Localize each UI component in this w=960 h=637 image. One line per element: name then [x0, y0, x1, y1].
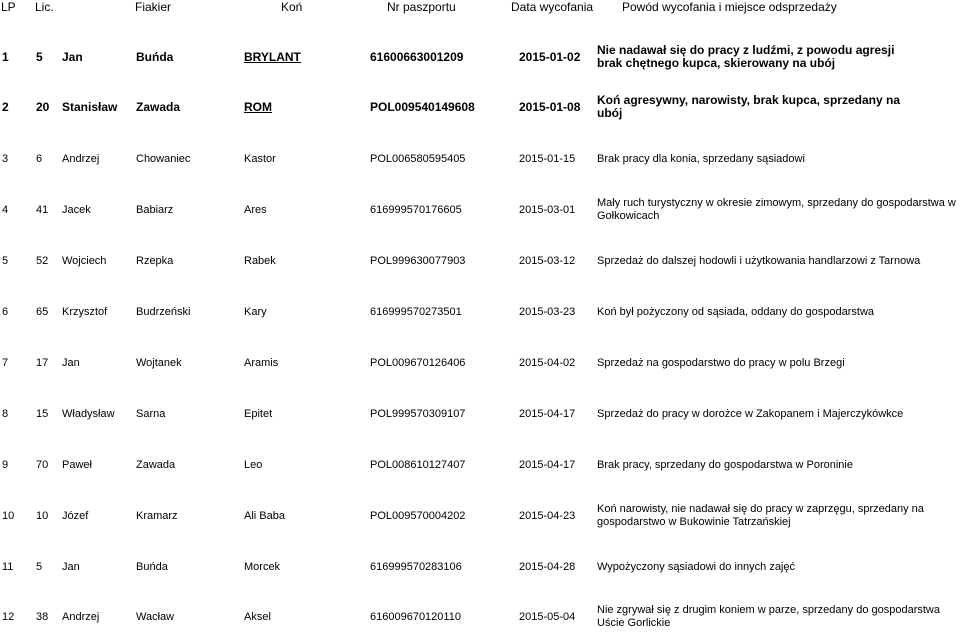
- cell-powod: Sprzedaż do dalszej hodowli i użytkowania handlarzowi z Tarnowa: [597, 254, 921, 267]
- cell-nazwisko: Chowaniec: [136, 152, 191, 165]
- table-row: [0, 496, 960, 536]
- cell-powod: Nie nadawał się do pracy z ludźmi, z powodu agresji brak chętnego kupca, skierowany na ubój: [597, 43, 895, 70]
- table-row: [0, 292, 960, 332]
- cell-lp: 12: [2, 610, 15, 623]
- cell-nazwisko: Wojtanek: [136, 356, 182, 369]
- cell-data: 2015-03-01: [519, 203, 576, 216]
- cell-lic: 41: [36, 203, 49, 216]
- cell-lp: 5: [2, 254, 9, 267]
- cell-lic: 38: [36, 610, 49, 623]
- cell-paszport: 616999570283106: [370, 560, 462, 573]
- cell-kon: Aksel: [244, 610, 271, 623]
- table-header: [0, 0, 960, 14]
- cell-lp: 7: [2, 356, 9, 369]
- header-powod: Powód wycofania i miejsce odsprzedaży: [622, 0, 837, 14]
- header-lic: Lic.: [35, 0, 54, 14]
- cell-lic: 15: [36, 407, 49, 420]
- cell-nazwisko: Buńda: [136, 49, 174, 64]
- cell-paszport: 61600663001209: [370, 49, 464, 64]
- cell-data: 2015-01-02: [519, 49, 581, 64]
- cell-nazwisko: Zawada: [136, 458, 176, 471]
- cell-data: 2015-04-17: [519, 407, 576, 420]
- cell-imie: Wojciech: [62, 254, 107, 267]
- cell-lic: 5: [36, 560, 43, 573]
- cell-paszport: POL009670126406: [370, 356, 466, 369]
- cell-lic: 20: [36, 99, 50, 114]
- cell-powod: Koń agresywny, narowisty, brak kupca, sprzedany na ubój: [597, 93, 900, 120]
- cell-paszport: POL006580595405: [370, 152, 466, 165]
- cell-data: 2015-04-23: [519, 509, 576, 522]
- cell-lp: 4: [2, 203, 9, 216]
- cell-paszport: POL999630077903: [370, 254, 466, 267]
- cell-data: 2015-01-15: [519, 152, 576, 165]
- cell-paszport: 616999570273501: [370, 305, 462, 318]
- cell-nazwisko: Kramarz: [136, 509, 178, 522]
- cell-data: 2015-05-04: [519, 610, 576, 623]
- cell-data: 2015-04-28: [519, 560, 576, 573]
- cell-lp: 6: [2, 305, 9, 318]
- cell-lp: 3: [2, 152, 9, 165]
- cell-imie: Józef: [62, 509, 89, 522]
- cell-lic: 52: [36, 254, 49, 267]
- cell-kon: Rabek: [244, 254, 276, 267]
- cell-lic: 17: [36, 356, 49, 369]
- cell-nazwisko: Wacław: [136, 610, 175, 623]
- header-fiakier: Fiakier: [135, 0, 172, 14]
- header-lp: LP: [1, 0, 16, 14]
- table-row: [0, 87, 960, 127]
- cell-powod: Brak pracy dla konia, sprzedany sąsiadowi: [597, 152, 805, 165]
- cell-powod: Nie zgrywał się z drugim koniem w parze, sprzedany do gospodarstwa Uście Gorlickie: [597, 604, 940, 629]
- cell-data: 2015-04-02: [519, 356, 576, 369]
- table-row: [0, 597, 960, 637]
- cell-paszport: 616999570176605: [370, 203, 462, 216]
- cell-imie: Paweł: [62, 458, 92, 471]
- cell-lp: 1: [2, 49, 9, 64]
- cell-paszport: POL999570309107: [370, 407, 466, 420]
- cell-paszport: POL008610127407: [370, 458, 466, 471]
- cell-data: 2015-01-08: [519, 99, 581, 114]
- cell-paszport: POL009570004202: [370, 509, 466, 522]
- table-row: [0, 445, 960, 485]
- cell-imie: Jan: [62, 49, 83, 64]
- cell-nazwisko: Buńda: [136, 560, 168, 573]
- header-paszport: Nr paszportu: [387, 0, 456, 14]
- table-row: [0, 343, 960, 383]
- cell-powod: Brak pracy, sprzedany do gospodarstwa w Poroninie: [597, 458, 853, 471]
- cell-powod: Wypożyczony sąsiadowi do innych zajęć: [597, 560, 795, 573]
- cell-lp: 9: [2, 458, 9, 471]
- cell-imie: Krzysztof: [62, 305, 108, 318]
- cell-paszport: POL009540149608: [370, 99, 475, 114]
- table-row: [0, 37, 960, 77]
- table-row: [0, 190, 960, 230]
- cell-kon: Aramis: [244, 356, 279, 369]
- cell-nazwisko: Sarna: [136, 407, 166, 420]
- cell-lic: 70: [36, 458, 49, 471]
- cell-kon: BRYLANT: [244, 49, 301, 64]
- cell-imie: Jan: [62, 356, 80, 369]
- cell-powod: Mały ruch turystyczny w okresie zimowym, sprzedany do gospodarstwa w Gołkowicach: [597, 197, 956, 222]
- cell-paszport: 616009670120110: [370, 610, 461, 623]
- cell-powod: Sprzedaż na gospodarstwo do pracy w polu Brzegi: [597, 356, 845, 369]
- cell-nazwisko: Budrzeński: [136, 305, 191, 318]
- cell-lp: 11: [2, 560, 14, 573]
- table-row: [0, 547, 960, 587]
- table-row: [0, 241, 960, 281]
- cell-nazwisko: Rzepka: [136, 254, 174, 267]
- cell-lp: 2: [2, 99, 9, 114]
- cell-nazwisko: Babiarz: [136, 203, 174, 216]
- cell-lic: 5: [36, 49, 43, 64]
- cell-kon: Ares: [244, 203, 267, 216]
- cell-imie: Andrzej: [62, 152, 100, 165]
- cell-kon: ROM: [244, 99, 272, 114]
- cell-kon: Ali Baba: [244, 509, 285, 522]
- cell-powod: Koń był pożyczony od sąsiada, oddany do gospodarstwa: [597, 305, 875, 318]
- cell-imie: Władysław: [62, 407, 115, 420]
- header-kon: Koń: [281, 0, 303, 14]
- cell-imie: Stanisław: [62, 99, 118, 114]
- table-row: [0, 394, 960, 434]
- cell-lp: 8: [2, 407, 9, 420]
- cell-lic: 65: [36, 305, 49, 318]
- cell-powod: Koń narowisty, nie nadawał się do pracy w zaprzęgu, sprzedany na gospodarstwo w Bukowinie Tatrzańskiej: [597, 503, 924, 528]
- cell-lp: 10: [2, 509, 15, 522]
- cell-imie: Andrzej: [62, 610, 100, 623]
- header-data: Data wycofania: [511, 0, 594, 14]
- cell-imie: Jan: [62, 560, 80, 573]
- table-row: [0, 139, 960, 179]
- cell-kon: Kary: [244, 305, 267, 318]
- cell-kon: Epitet: [244, 407, 273, 420]
- cell-powod: Sprzedaż do pracy w dorożce w Zakopanem i Majerczykówkce: [597, 407, 904, 420]
- cell-data: 2015-04-17: [519, 458, 576, 471]
- cell-data: 2015-03-23: [519, 305, 576, 318]
- cell-lic: 10: [36, 509, 49, 522]
- cell-data: 2015-03-12: [519, 254, 576, 267]
- cell-kon: Kastor: [244, 152, 276, 165]
- cell-kon: Leo: [244, 458, 263, 471]
- cell-nazwisko: Zawada: [136, 99, 181, 114]
- cell-imie: Jacek: [62, 203, 91, 216]
- cell-kon: Morcek: [244, 560, 281, 573]
- cell-lic: 6: [36, 152, 43, 165]
